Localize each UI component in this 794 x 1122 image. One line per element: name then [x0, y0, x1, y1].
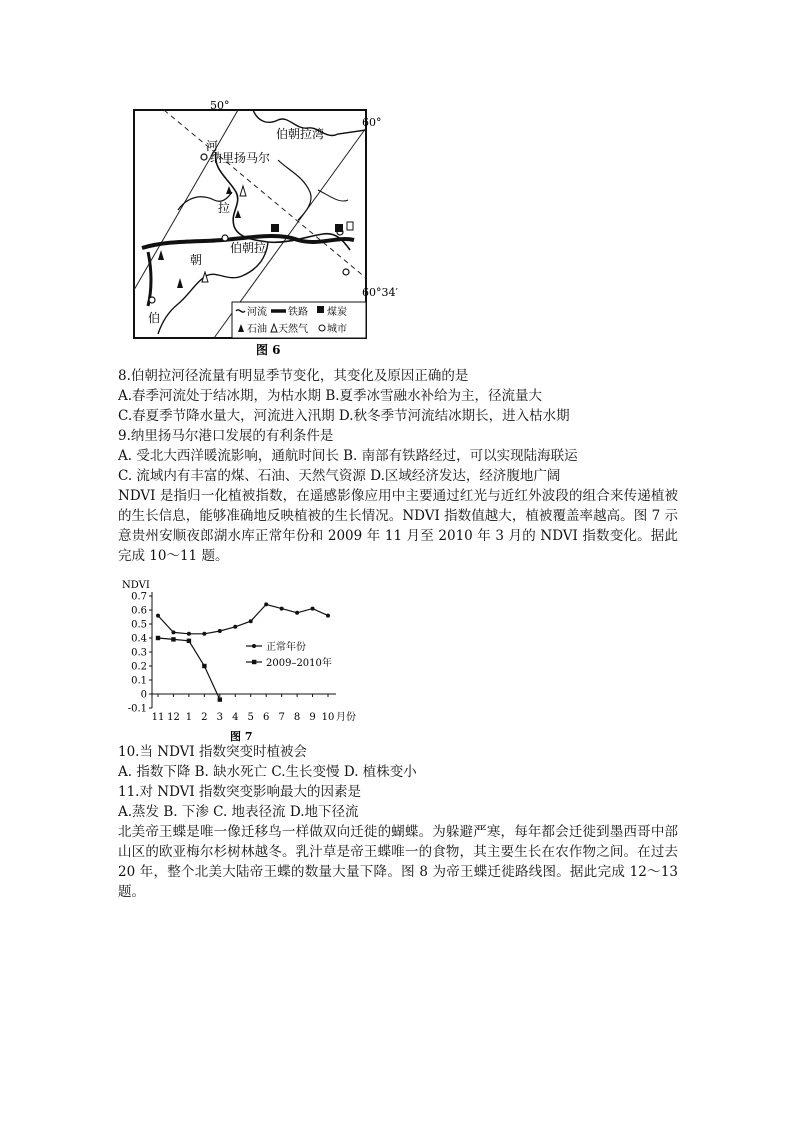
- question-8-options-ab: A.春季河流处于结冰期，为枯水期 B.夏季冰雪融水补给为主，径流量大: [118, 388, 543, 404]
- river-char-label: 伯: [148, 311, 161, 325]
- legend-label: 煤炭: [327, 307, 347, 318]
- question-11-options: A.蒸发 B. 下渗 C. 地表径流 D.地下径流: [118, 804, 359, 820]
- data-point-dot: [326, 614, 330, 618]
- ndvi-chart-svg: [118, 574, 370, 742]
- oil-icon: [235, 210, 241, 218]
- legend-coal-icon: [317, 306, 324, 313]
- data-point-dot: [295, 611, 299, 615]
- y-tick-label: 0: [140, 689, 147, 701]
- question-number: 10.: [118, 744, 140, 760]
- y-tick-label: 0.1: [131, 675, 147, 687]
- question-10-options: A. 指数下降 B. 缺水死亡 C.生长变慢 D. 植株变小: [118, 764, 417, 780]
- chart-legend: [246, 640, 332, 669]
- river-char-label: 河: [206, 139, 219, 153]
- city-marker: [201, 154, 207, 160]
- city-marker: [222, 235, 228, 241]
- data-point-square: [156, 636, 160, 640]
- x-tick-label: 7: [278, 712, 285, 723]
- x-tick-label: 6: [262, 712, 270, 723]
- legend-label: 2009–2010年: [266, 658, 332, 669]
- coal-icon: [271, 224, 279, 232]
- x-tick-label: 1: [185, 712, 193, 723]
- bay-label: 伯朝拉湾: [276, 127, 325, 141]
- x-tick-label: 11: [151, 712, 165, 723]
- y-tick-label: 0.6: [131, 605, 147, 617]
- data-point-dot: [171, 630, 175, 634]
- lat-label-6034: 60°34′: [362, 286, 398, 299]
- y-tick-label: 0.5: [131, 619, 147, 631]
- ndvi-intro-paragraph: NDVI 是指归一化植被指数，在遥感影像应用中主要通过红光与近红外波段的组合来传递植被的生长信息，能够准确地反映植被的生长情况。NDVI 指数值越大，植被覆盖率越高。图 7 示意贵州安顺夜郎湖水库正常年份和 2009 年 11 月至 2010 年 3 月的 NDVI 指数变化。据此完成 10～11 题。: [118, 488, 678, 564]
- city-marker: [149, 297, 155, 303]
- questions-8-9: [118, 366, 678, 566]
- question-8-options-cd: C.春夏季节降水量大，河流进入汛期 D.秋冬季节河流结冰期长，进入枯水期: [118, 408, 570, 424]
- river-char-label: 拉: [218, 201, 231, 215]
- lat-label-60: 60°: [362, 116, 382, 129]
- data-point-square: [171, 637, 175, 641]
- figure-7-caption: 图 7: [230, 730, 253, 743]
- oil-icon: [158, 250, 164, 260]
- river-char-label: 朝: [190, 253, 203, 267]
- question-9-options-ab: A. 受北大西洋暖流影响，通航时间长 B. 南部有铁路经过，可以实现陆海联运: [118, 448, 578, 464]
- x-tick-label: 4: [232, 712, 239, 723]
- figure-6-caption: 图 6: [256, 343, 281, 357]
- x-tick-label: 10: [321, 712, 335, 723]
- question-10-stem: [118, 742, 678, 762]
- x-tick-label: 3: [216, 712, 224, 723]
- y-tick-label: 0.2: [131, 661, 147, 673]
- x-tick-label: 12: [167, 712, 180, 723]
- y-tick-label: 0.4: [131, 633, 147, 645]
- data-point-square: [202, 664, 206, 668]
- question-stem: 对 NDVI 指数突变影响最大的因素是: [139, 784, 362, 800]
- question-number: 8.: [118, 368, 131, 384]
- river-tributary: [318, 190, 348, 201]
- data-point-square: [187, 639, 191, 643]
- city-label-pechora: 伯朝拉: [230, 241, 267, 255]
- data-point-dot: [218, 629, 222, 633]
- question-9-stem: [118, 426, 678, 446]
- question-stem: 纳里扬马尔港口发展的有利条件是: [130, 428, 334, 444]
- question-number: 11.: [118, 784, 140, 800]
- butterfly-intro-paragraph: 北美帝王蝶是唯一像迁移鸟一样做双向迁徙的蝴蝶。为躲避严寒，每年都会迁徙到墨西哥中部山区的欧亚梅尔杉树林越冬。乳汁草是帝王蝶唯一的食物，其主要生长在农作物之间。在过去 20 年，整个北美大陆帝王蝶的数量大量下降。图 8 为帝王蝶迁徙路线图。据此完成 12～13 题。: [118, 824, 678, 900]
- legend-city-icon: [319, 325, 325, 331]
- lat-label-50: 50°: [210, 99, 230, 112]
- series-line: [158, 604, 328, 633]
- city-label-naryan-mar: 纳里扬马尔: [210, 151, 271, 165]
- question-number: 9.: [118, 428, 131, 444]
- gas-icon: [202, 272, 208, 282]
- x-tick-label: 8: [293, 712, 301, 723]
- legend-label: 天然气: [278, 324, 308, 335]
- data-point-dot: [202, 632, 206, 636]
- x-axis-label: 月份: [336, 712, 356, 723]
- figure-6-map: [118, 99, 398, 362]
- x-tick-label: 9: [309, 712, 316, 723]
- question-9-options-cd: C. 流域内有丰富的煤、石油、天然气资源 D.区域经济发达，经济腹地广阔: [118, 468, 561, 484]
- questions-10-11: [118, 742, 678, 902]
- legend-label: 正常年份: [266, 642, 306, 653]
- data-point-dot: [280, 607, 284, 611]
- series-line: [158, 638, 220, 700]
- data-point-dot: [249, 619, 253, 623]
- question-11-stem: [118, 782, 678, 802]
- x-tick-label: 2: [201, 712, 208, 723]
- data-point-dot: [233, 625, 237, 629]
- legend-label: 城市: [327, 324, 347, 335]
- oil-icon: [177, 278, 183, 288]
- legend-label: 河流: [247, 307, 267, 318]
- legend-label: 石油: [247, 324, 267, 335]
- coal-icon: [335, 224, 343, 232]
- y-axis-label: NDVI: [122, 580, 150, 591]
- question-8-stem: [118, 366, 678, 386]
- river-tributary: [278, 160, 311, 220]
- data-point-dot: [264, 602, 268, 606]
- data-point-dot: [156, 614, 160, 618]
- map-svg: [118, 99, 398, 362]
- figure-7-chart: [118, 574, 370, 742]
- legend-marker-square: [252, 660, 256, 664]
- data-point-square: [218, 697, 222, 701]
- x-tick-label: 5: [247, 712, 254, 723]
- city-marker: [343, 269, 349, 275]
- question-stem: 伯朝拉河径流量有明显季节变化，其变化及原因正确的是: [130, 368, 469, 384]
- data-point-dot: [311, 607, 315, 611]
- question-stem: 当 NDVI 指数突变时植被会: [139, 744, 308, 760]
- data-point-dot: [187, 632, 191, 636]
- y-tick-label: 0.3: [131, 647, 147, 659]
- oil-icon: [226, 186, 232, 194]
- legend-marker-dot: [252, 644, 256, 648]
- legend-label: 铁路: [288, 307, 308, 318]
- gas-icon: [240, 186, 246, 196]
- coal-icon: [347, 222, 353, 230]
- y-tick-label: 0.7: [131, 591, 147, 603]
- y-tick-label: -0.1: [127, 703, 147, 715]
